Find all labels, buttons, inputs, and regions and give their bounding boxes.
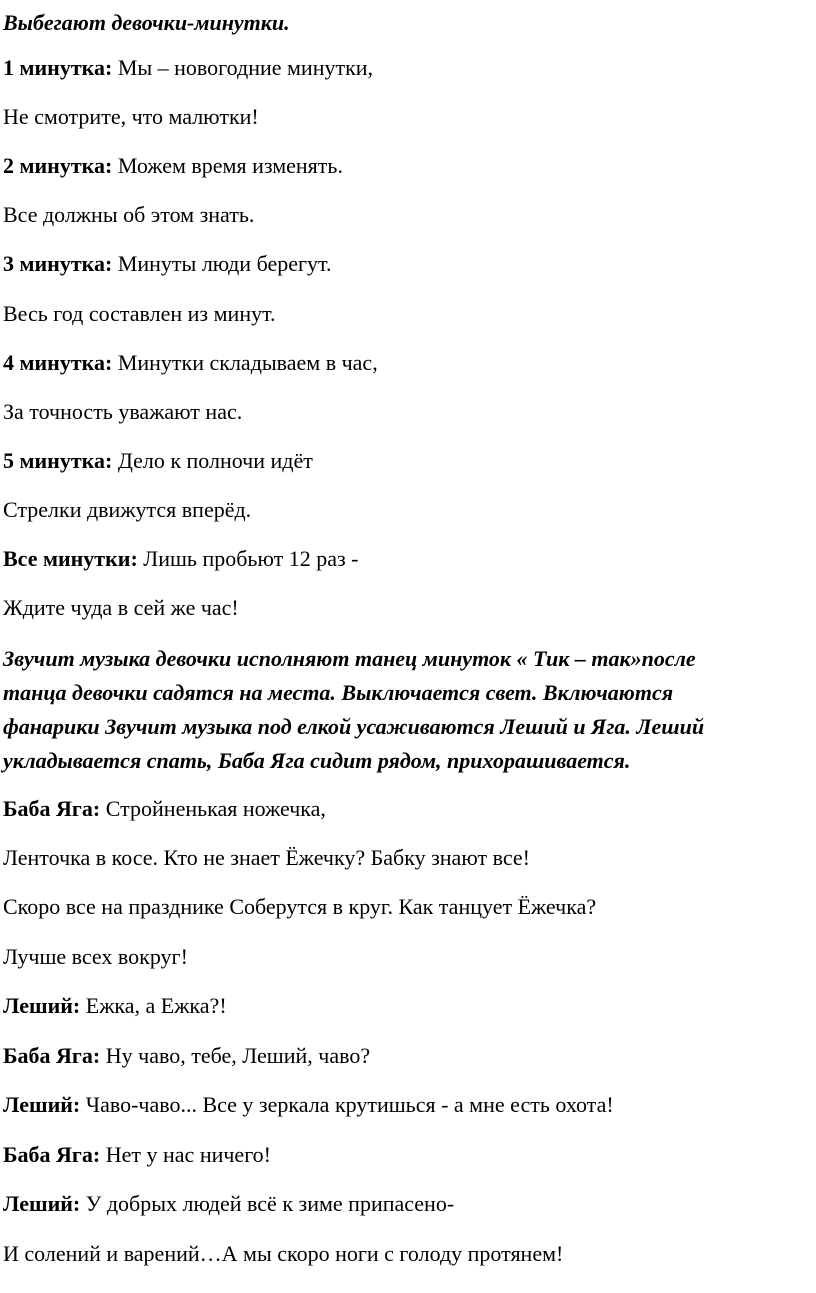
line-text: Можем время изменять. <box>112 153 343 178</box>
line-text: Ленточка в косе. Кто не знает Ёжечку? Бабку знают все! <box>3 845 530 870</box>
script-line <box>3 202 254 228</box>
line-text: Минутки складываем в час, <box>112 350 378 375</box>
script-line <box>3 1241 563 1267</box>
script-line <box>3 350 378 376</box>
line-text: У добрых людей всё к зиме припасено- <box>80 1191 455 1216</box>
script-line <box>3 894 596 920</box>
script-line <box>3 497 251 523</box>
line-text: Лишь пробьют 12 раз - <box>137 546 359 571</box>
stage-direction-line: фанарики Звучит музыка под елкой усаживаются Леший и Яга. Леший <box>3 714 705 739</box>
line-text: Стрелки движутся вперёд. <box>3 497 252 522</box>
script-line <box>3 153 343 179</box>
line-text: Нет у нас ничего! <box>100 1142 271 1167</box>
script-line <box>3 796 326 822</box>
stage-direction-line: укладывается спать, Баба Яга сидит рядом, прихорашивается. <box>3 748 631 773</box>
script-line <box>3 1092 614 1118</box>
script-line <box>3 546 359 572</box>
script-line <box>3 1191 454 1217</box>
stage-direction-line: Звучит музыка девочки исполняют танец минуток « Тик – так»после <box>3 646 696 671</box>
line-text: Мы – новогодние минутки, <box>112 55 374 80</box>
line-text: Весь год составлен из минут. <box>3 301 276 326</box>
line-text: Минуты люди берегут. <box>112 251 332 276</box>
stage-direction <box>3 642 803 778</box>
speaker-label: 5 минутка: <box>3 448 113 473</box>
script-line <box>3 104 259 130</box>
speaker-label: 4 минутка: <box>3 350 113 375</box>
line-text: Не смотрите, что малютки! <box>3 104 259 129</box>
speaker-label: Баба Яга: <box>3 1142 101 1167</box>
speaker-label: Леший: <box>3 993 81 1018</box>
script-line <box>3 1043 370 1069</box>
speaker-label: 1 минутка: <box>3 55 113 80</box>
script-line <box>3 301 276 327</box>
script-line <box>3 993 227 1019</box>
intro-direction: Выбегают девочки-минутки. <box>3 10 290 35</box>
speaker-label: Баба Яга: <box>3 1043 101 1068</box>
script-line <box>3 55 373 81</box>
line-text: И солений и варений…А мы скоро ноги с голоду протянем! <box>3 1241 564 1266</box>
line-text: Чаво-чаво... Все у зеркала крутишься - а мне есть охота! <box>80 1092 614 1117</box>
line-text: За точность уважают нас. <box>3 399 243 424</box>
line-text: Лучше всех вокруг! <box>3 944 188 969</box>
stage-direction-line: танца девочки садятся на места. Выключается свет. Включаются <box>3 680 674 705</box>
line-text: Стройненькая ножечка, <box>100 796 326 821</box>
script-line <box>3 845 530 871</box>
line-text: Все должны об этом знать. <box>3 202 255 227</box>
script-line <box>3 1142 271 1168</box>
speaker-label: Леший: <box>3 1191 81 1216</box>
script-line <box>3 448 313 474</box>
line-text: Ну чаво, тебе, Леший, чаво? <box>100 1043 371 1068</box>
speaker-label: Все минутки: <box>3 546 138 571</box>
speaker-label: 3 минутка: <box>3 251 113 276</box>
line-text: Ждите чуда в сей же час! <box>3 595 239 620</box>
script-line <box>3 399 242 425</box>
speaker-label: Леший: <box>3 1092 81 1117</box>
speaker-label: 2 минутка: <box>3 153 113 178</box>
speaker-label: Баба Яга: <box>3 796 101 821</box>
line-text: Дело к полночи идёт <box>112 448 313 473</box>
script-line <box>3 251 332 277</box>
line-text: Ежка, а Ежка?! <box>80 993 227 1018</box>
script-line <box>3 595 239 621</box>
script-line <box>3 944 188 970</box>
line-text: Скоро все на празднике Соберутся в круг. Как танцует Ёжечка? <box>3 894 597 919</box>
